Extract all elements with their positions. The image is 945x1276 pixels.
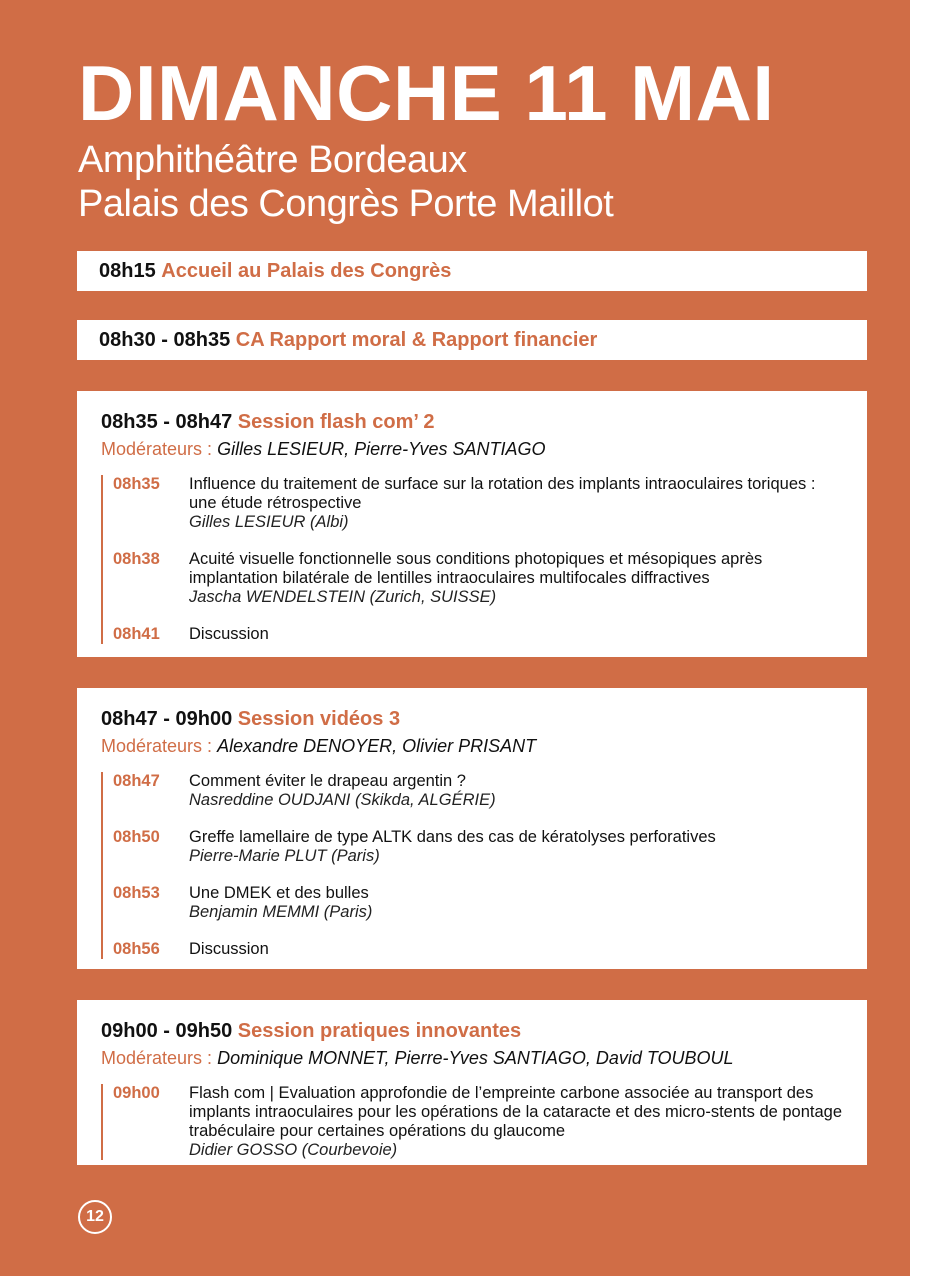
moderators-names: Alexandre DENOYER, Olivier PRISANT [217,736,537,756]
session-time: 08h47 - 09h00 [101,708,233,730]
talk-time: 08h41 [113,625,160,643]
talk-item [113,550,845,607]
page-title: DIMANCHE 11 MAI [78,49,775,137]
session-card-flash-com [77,391,867,657]
talk-speaker: Pierre-Marie PLUT (Paris) [189,847,380,865]
talk-title: Flash com | Evaluation approfondie de l’empreinte carbone associée au transport des implants intraoculaires pour les opérations de la cataracte et des micro-stents de pontage trabéculaire pour certaines opérations du glaucome [189,1084,843,1140]
talk-item [113,1084,845,1160]
talk-title: Discussion [189,940,269,958]
talk-item [113,475,845,532]
talk-list [101,1084,845,1160]
venue-line-1: Amphithéâtre Bordeaux [78,139,467,181]
talk-title: Acuité visuelle fonctionnelle sous conditions photopiques et mésopiques après implantation bilatérale de lentilles intraoculaires multifocales diffractives [189,550,763,587]
item-time: 08h15 [99,259,156,282]
page-number: 12 [78,1200,112,1234]
talk-item [113,625,845,644]
agenda-item-ca-report [77,320,867,360]
venue-line-2: Palais des Congrès Porte Maillot [78,183,614,225]
talk-title: Discussion [189,625,269,643]
session-card-videos [77,688,867,969]
talk-title: Comment éviter le drapeau argentin ? [189,772,466,790]
talk-speaker: Benjamin MEMMI (Paris) [189,903,373,921]
moderators-label: Modérateurs : [101,1048,213,1068]
moderators-names: Gilles LESIEUR, Pierre-Yves SANTIAGO [217,439,546,459]
talk-speaker: Nasreddine OUDJANI (Skikda, ALGÉRIE) [189,791,496,809]
item-label: CA Rapport moral & Rapport financier [235,328,598,351]
talk-list [101,475,845,644]
session-header [101,409,845,435]
moderators-label: Modérateurs : [101,439,213,459]
talk-speaker: Jascha WENDELSTEIN (Zurich, SUISSE) [189,588,497,606]
session-title: Session vidéos 3 [237,708,401,730]
session-time: 09h00 - 09h50 [101,1020,233,1042]
talk-time: 08h50 [113,828,160,846]
talk-title: Greffe lamellaire de type ALTK dans des cas de kératolyses perforatives [189,828,716,846]
talk-time: 09h00 [113,1084,160,1102]
talk-time: 08h56 [113,940,160,958]
session-time: 08h35 - 08h47 [101,411,233,433]
talk-list [101,772,845,959]
moderators-label: Modérateurs : [101,736,213,756]
talk-item [113,828,845,866]
moderators [101,1046,845,1070]
talk-speaker: Gilles LESIEUR (Albi) [189,513,349,531]
header [78,49,775,226]
agenda-item-welcome [77,251,867,291]
session-header [101,706,845,732]
talk-title: Une DMEK et des bulles [189,884,369,902]
session-title: Session flash com’ 2 [237,411,435,433]
talk-time: 08h35 [113,475,160,493]
talk-item [113,940,845,959]
session-card-pratiques [77,1000,867,1165]
talk-speaker: Didier GOSSO (Courbevoie) [189,1141,398,1159]
talk-title: Influence du traitement de surface sur la rotation des implants intraoculaires toriques : une étude rétrospective [189,475,816,512]
item-label: Accueil au Palais des Congrès [161,259,452,282]
session-header [101,1018,845,1044]
talk-item [113,884,845,922]
talk-time: 08h47 [113,772,160,790]
moderators-names: Dominique MONNET, Pierre-Yves SANTIAGO, David TOUBOUL [217,1048,734,1068]
moderators [101,734,845,758]
moderators [101,437,845,461]
talk-time: 08h38 [113,550,160,568]
session-title: Session pratiques innovantes [237,1020,522,1042]
talk-time: 08h53 [113,884,160,902]
talk-item [113,772,845,810]
item-time: 08h30 - 08h35 [99,328,231,351]
